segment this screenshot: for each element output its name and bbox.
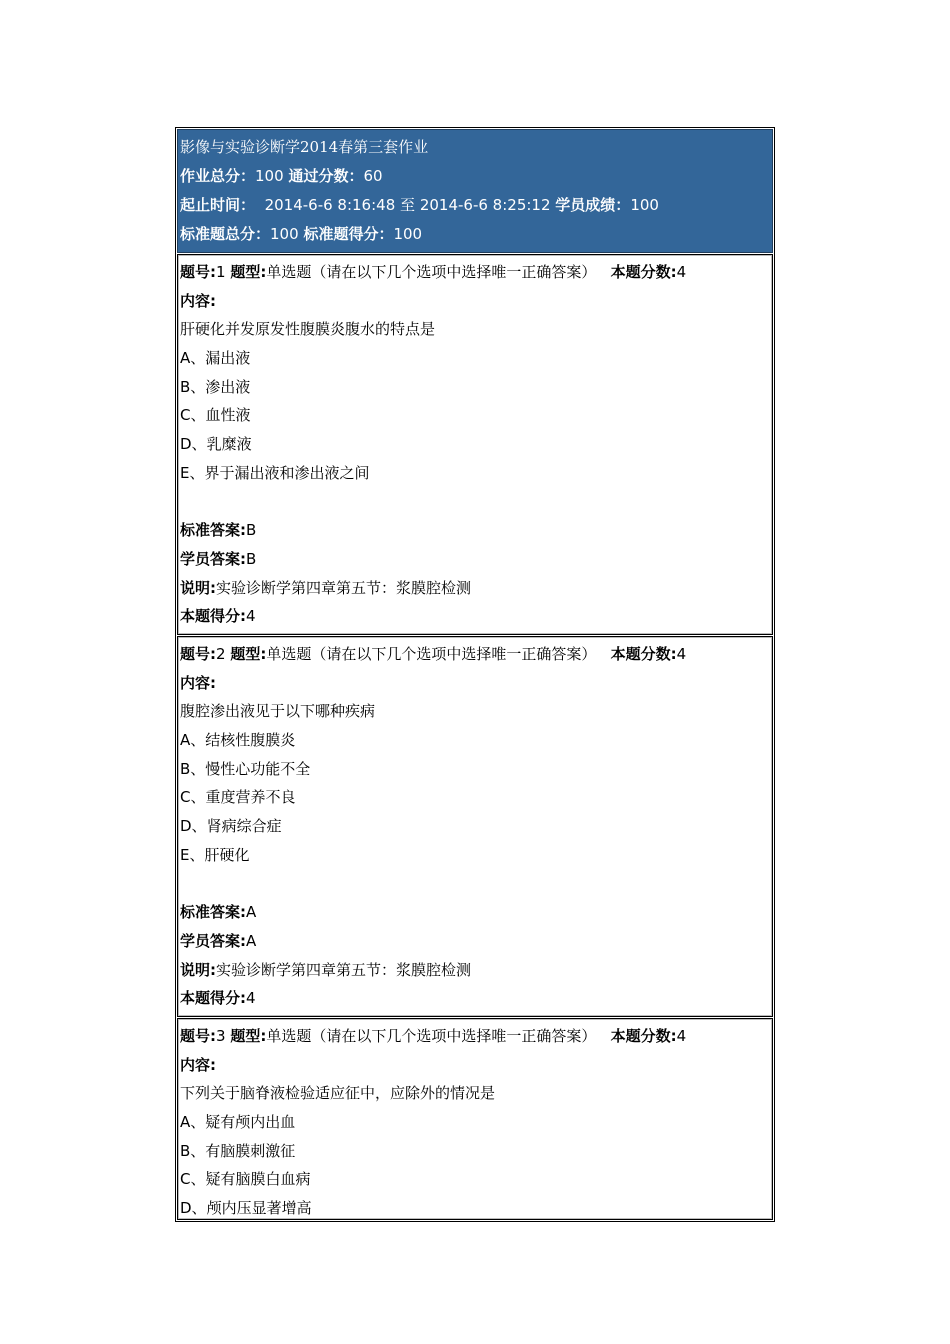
answer-note: 说明:实验诊断学第四章第五节：浆膜腔检测 [180, 960, 472, 979]
total-score-label: 作业总分： [180, 167, 256, 185]
question-number-label: 题号: [180, 263, 216, 281]
start-time: 2014-6-6 8:16:48 [264, 196, 396, 214]
question-stem: 腹腔渗出液见于以下哪种疾病 [180, 702, 376, 721]
end-time: 2014-6-6 8:25:12 [419, 196, 551, 214]
spacer [180, 488, 770, 517]
student-answer: 学员答案:A [180, 931, 257, 950]
question-points-label: 本题分数: [610, 263, 677, 281]
question-points-label: 本题分数: [610, 1026, 677, 1045]
question-meta [180, 640, 770, 669]
content-label: 内容: [180, 673, 216, 692]
question-block [177, 636, 773, 1017]
std-got-label: 标准题得分： [303, 225, 394, 243]
question-type: 单选题（请在以下几个选项中选择唯一正确答案） [266, 644, 597, 663]
content-label: 内容: [180, 1055, 216, 1074]
pass-score-label: 通过分数： [288, 167, 364, 185]
option-c: C、重度营养不良 [180, 788, 296, 807]
question-points: 4 [676, 263, 687, 281]
time-label: 起止时间： [180, 196, 256, 214]
question-score: 本题得分:4 [180, 989, 256, 1008]
option-a: A、结核性腹膜炎 [180, 731, 296, 749]
standard-answer: 标准答案:B [180, 521, 257, 540]
question-points: 4 [676, 644, 687, 663]
to-label: 至 [400, 196, 416, 214]
question-meta [180, 258, 770, 287]
question-stem: 下列关于脑脊液检验适应征中，应除外的情况是 [180, 1084, 496, 1103]
std-got-value: 100 [393, 225, 423, 243]
answer-note: 说明:实验诊断学第四章第五节：浆膜腔检测 [180, 578, 472, 597]
option-b: B、渗出液 [180, 377, 251, 396]
std-total-value: 100 [270, 225, 299, 243]
question-number: 3 [216, 1026, 226, 1045]
question-type: 单选题（请在以下几个选项中选择唯一正确答案） [266, 1026, 597, 1045]
assignment-header [177, 129, 773, 253]
question-type-label: 题型: [230, 1026, 267, 1045]
option-c: C、血性液 [180, 406, 251, 425]
option-e: E、界于漏出液和渗出液之间 [180, 463, 370, 482]
question-type-label: 题型: [230, 263, 267, 281]
score-summary [180, 162, 770, 191]
assignment-title: 影像与实验诊断学2014春第三套作业 [180, 138, 429, 156]
student-score-label: 学员成绩： [555, 196, 631, 214]
question-number: 1 [216, 263, 226, 281]
question-type-label: 题型: [230, 644, 267, 663]
option-d: D、颅内压显著增高 [180, 1199, 312, 1217]
option-b: B、有脑膜刺激征 [180, 1141, 296, 1160]
option-a: A、疑有颅内出血 [180, 1112, 296, 1131]
option-c: C、疑有脑膜白血病 [180, 1170, 311, 1189]
option-d: D、乳糜液 [180, 435, 252, 454]
student-answer: 学员答案:B [180, 549, 257, 568]
option-d: D、肾病综合症 [180, 817, 282, 836]
standard-score-summary [180, 220, 770, 249]
question-block [177, 254, 773, 635]
pass-score-value: 60 [363, 167, 383, 185]
question-meta [180, 1022, 770, 1051]
question-score: 本题得分:4 [180, 607, 256, 626]
option-b: B、慢性心功能不全 [180, 759, 311, 778]
assignment-table [175, 127, 775, 1222]
std-total-label: 标准题总分： [180, 225, 271, 243]
question-type: 单选题（请在以下几个选项中选择唯一正确答案） [266, 263, 597, 281]
question-points-label: 本题分数: [610, 644, 677, 663]
standard-answer: 标准答案:A [180, 903, 257, 922]
student-score-value: 100 [630, 196, 659, 214]
question-stem: 肝硬化并发原发性腹膜炎腹水的特点是 [180, 320, 436, 339]
total-score-value: 100 [255, 167, 284, 185]
question-number-label: 题号: [180, 1026, 216, 1045]
question-block [177, 1018, 773, 1220]
question-number: 2 [216, 644, 226, 663]
option-e: E、肝硬化 [180, 845, 250, 864]
spacer [180, 869, 770, 898]
time-range [180, 191, 770, 220]
question-points: 4 [676, 1026, 687, 1045]
content-label: 内容: [180, 291, 216, 310]
option-a: A、漏出液 [180, 349, 251, 368]
question-number-label: 题号: [180, 644, 216, 663]
